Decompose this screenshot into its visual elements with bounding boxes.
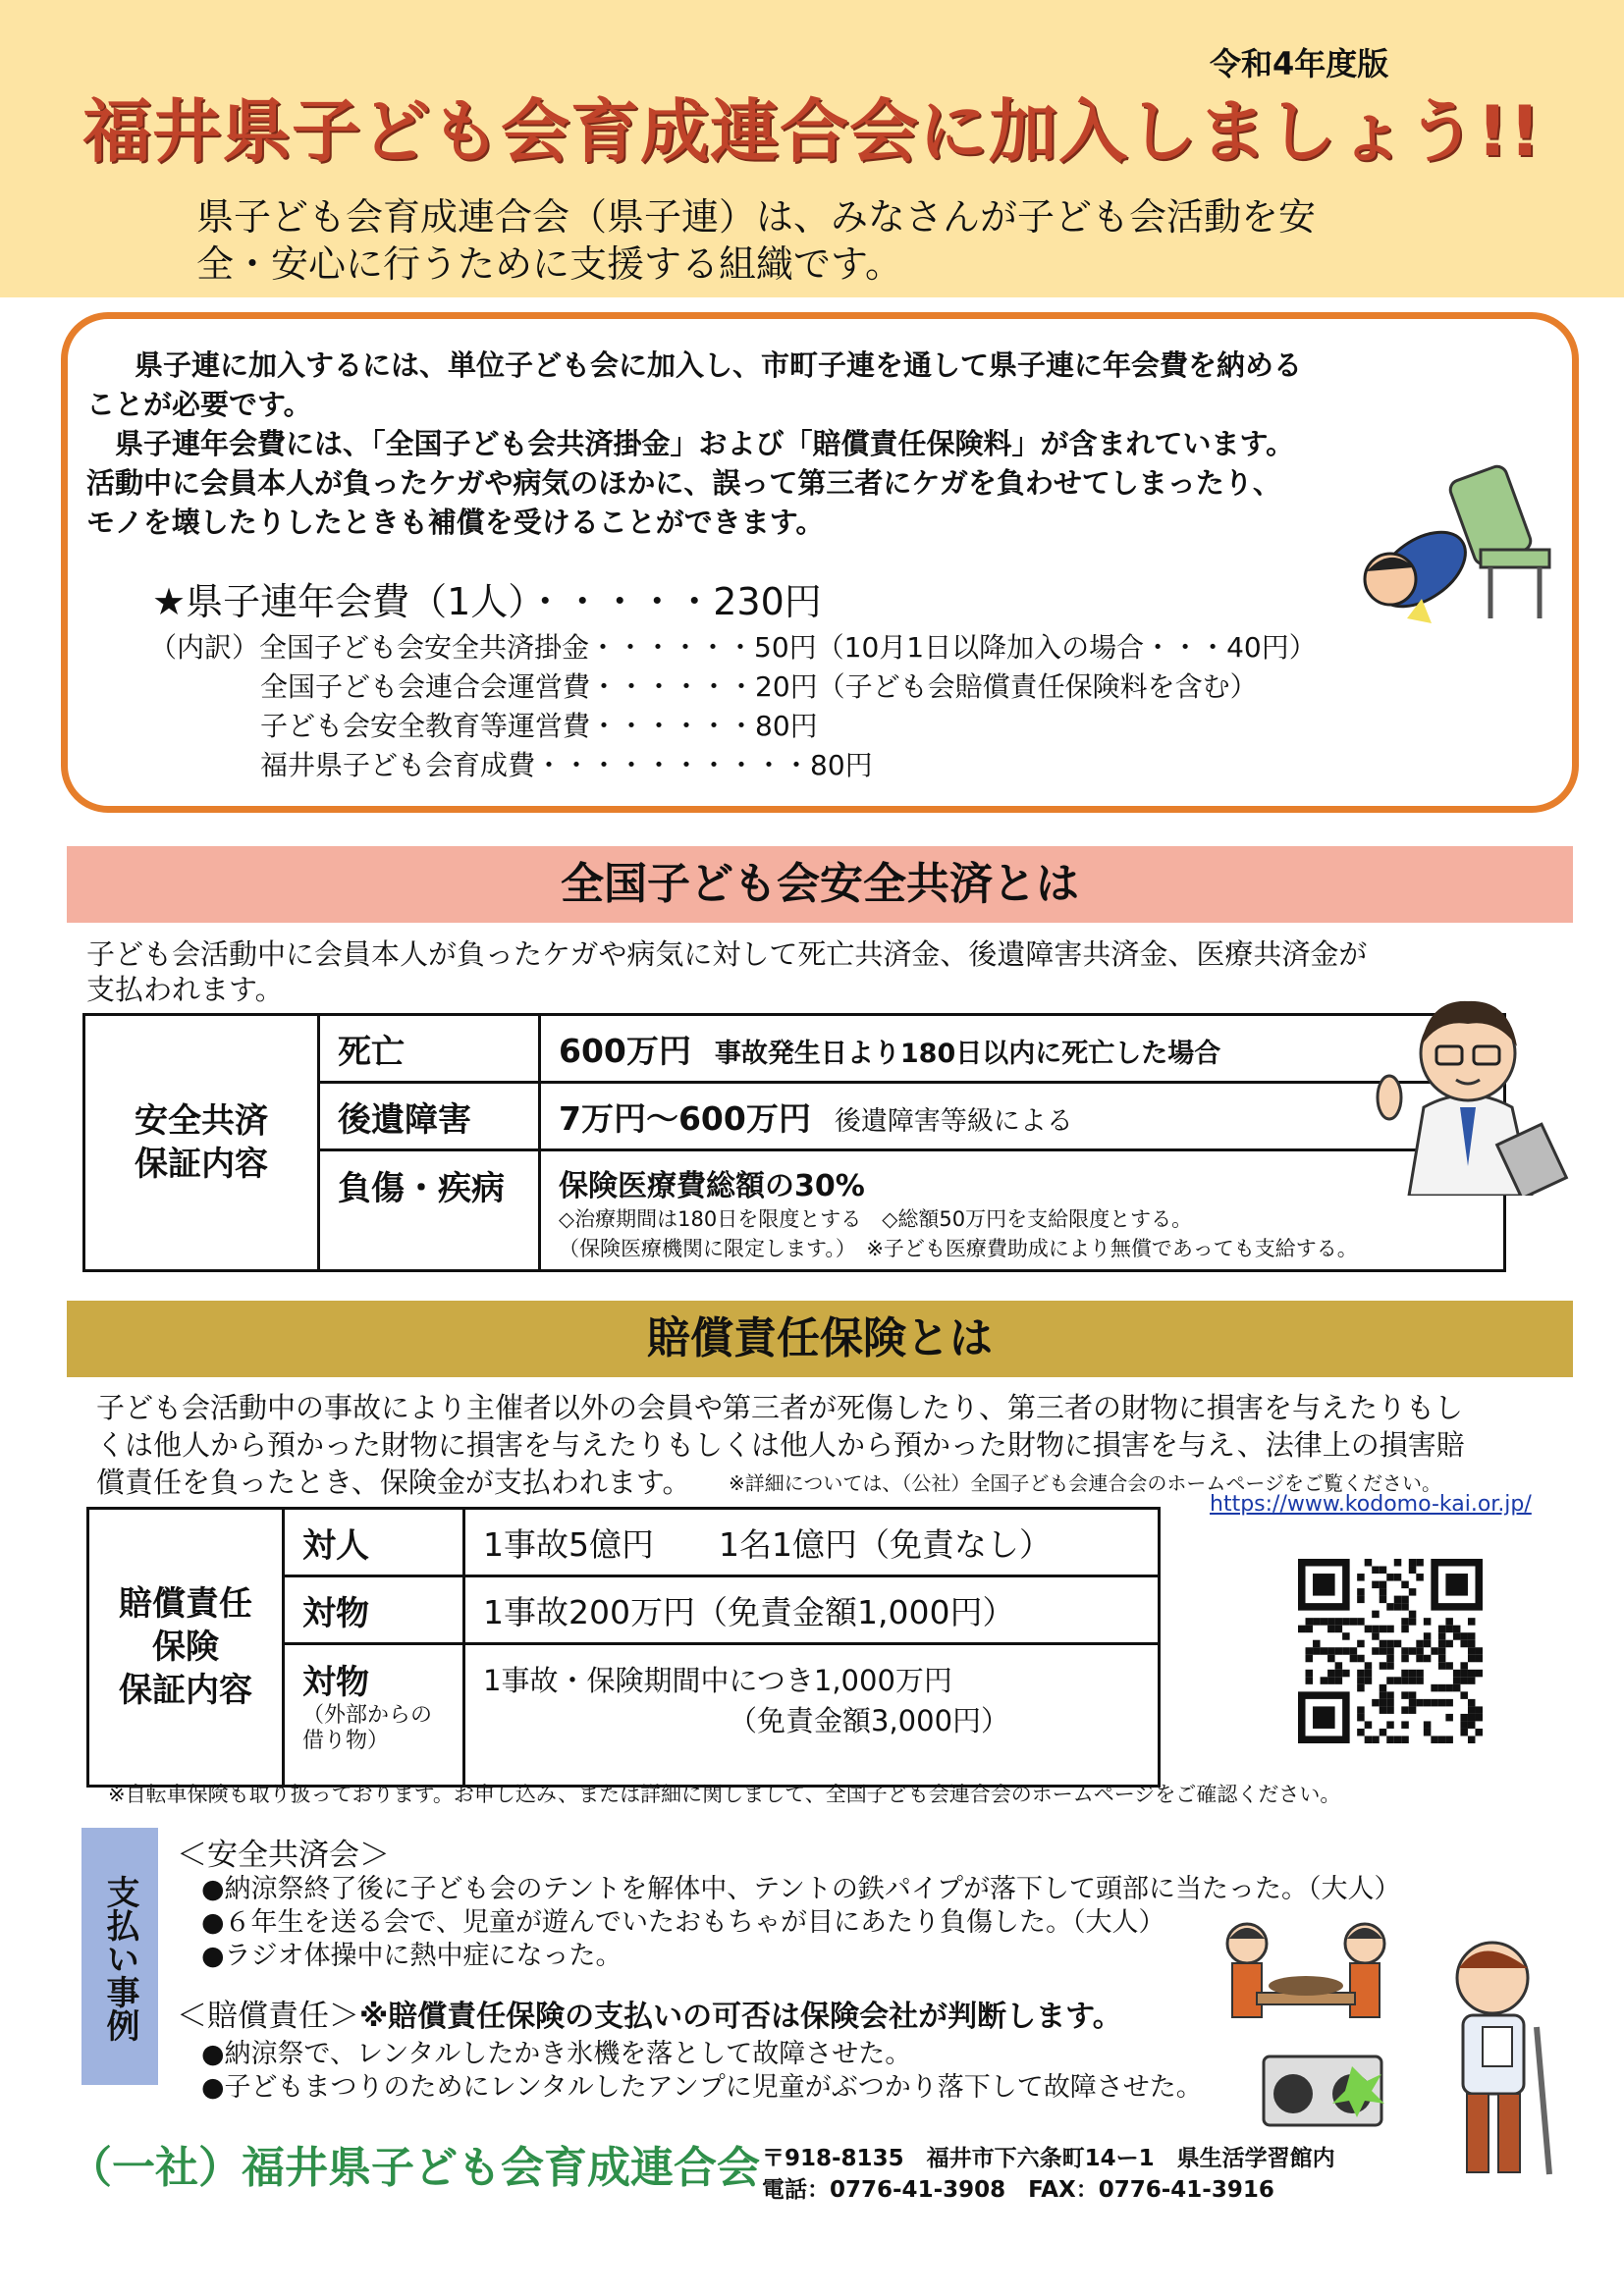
fee-breakdown-line: 福井県子ども会育成費・・・・・・・・・・80円 — [260, 749, 873, 781]
baisho-examples-heading: ＜賠償責任＞ — [177, 1999, 359, 2034]
kyosai-detail: 事故発生日より180日以内に死亡した場合 — [714, 1038, 1221, 1069]
baisho-examples-note: ※賠償責任保険の支払いの可否は保険会社が判断します。 — [359, 2000, 1122, 2034]
baisho-detail-note: ※詳細については、（公社）全国子ども会連合会のホームページをご覧ください。 — [729, 1471, 1441, 1495]
example-item: ●納涼祭で、レンタルしたかき氷機を落として故障させた。 — [201, 2039, 912, 2069]
page-title: 福井県子ども会育成連合会に加入しましょう!! — [82, 91, 1542, 172]
kyosai-note: （保険医療機関に限定します。） ※子ども医療費助成により無償であっても支給する。 — [559, 1237, 1358, 1261]
baisho-item-sub: （外部からの 借り物） — [302, 1703, 433, 1754]
examples-side-label: 支払い事例 — [100, 1875, 139, 2042]
intro-text: 県子ども会育成連合会（県子連）は、みなさんが子ども会活動を安 — [196, 195, 1317, 239]
fee-breakdown-line: 子ども会安全教育等運営費・・・・・・80円 — [260, 710, 818, 742]
baisho-detail: 1事故・保険期間中につき1,000万円 — [483, 1664, 952, 1697]
annual-fee: ★県子連年会費（1人）・・・・・230円 — [152, 580, 822, 623]
kyosai-description: 支払われます。 — [86, 973, 284, 1006]
kyosai-item-disability: 後遺障害 — [319, 1083, 540, 1150]
amplifier-illustration — [1259, 2047, 1386, 2130]
membership-paragraph: 活動中に会員本人が負ったケガや病気のほかに、誤って第三者にケガを負わせてしまったり、 — [86, 466, 1281, 500]
baisho-description: くは他人から預かった財物に損害を与えたりもしくは他人から預かった財物に損害を与え、法律上の損害賠 — [96, 1428, 1465, 1462]
doctor-illustration — [1370, 970, 1571, 1196]
baisho-table — [86, 1507, 1161, 1788]
kyosai-heading: 全国子ども会安全共済とは — [67, 846, 1573, 923]
kyosai-amount: 600万円 — [559, 1031, 691, 1070]
stretcher-illustration — [1218, 1909, 1394, 2056]
address: 〒918-8135 福井市下六条町14ー1 県生活学習館内 — [762, 2146, 1335, 2171]
baisho-item-person: 対人 — [284, 1509, 464, 1576]
baisho-heading: 賠償責任保険とは — [67, 1301, 1573, 1377]
example-item: ●子どもまつりのためにレンタルしたアンプに児童がぶつかり落下して故障させた。 — [201, 2072, 1203, 2103]
kyosai-item-death: 死亡 — [319, 1015, 540, 1083]
baisho-description: 子ども会活動中の事故により主催者以外の会員や第三者が死傷したり、第三者の財物に損害を与えたりもし — [96, 1391, 1464, 1424]
example-item: ●ラジオ体操中に熱中症になった。 — [201, 1941, 623, 1971]
edition-label: 令和4年度版 — [1210, 45, 1389, 82]
baisho-description: 償責任を負ったとき、保険金が支払われます。 — [96, 1466, 691, 1499]
bicycle-insurance-note: ※自転車保険も取り扱っております。お申し込み、または詳細に関しまして、全国子ども会連合会のホームページをご確認ください。 — [108, 1783, 1341, 1806]
kyosai-item-injury: 負傷・疾病 — [319, 1150, 540, 1271]
kyosai-description: 子ども会活動中に会員本人が負ったケガや病気に対して死亡共済金、後遺障害共済金、医療共済金が — [86, 937, 1368, 971]
membership-paragraph: ことが必要です。 — [86, 388, 312, 421]
baisho-category: 賠償責任 保険 保証内容 — [88, 1509, 284, 1787]
kyosai-amount: 7万円～600万円 — [559, 1098, 811, 1138]
contact-numbers: 電話：0776-41-3908 FAX：0776-41-3916 — [762, 2177, 1274, 2203]
kyosai-amount: 保険医療費総額の30% — [559, 1169, 865, 1203]
membership-paragraph: 県子連に加入するには、単位子ども会に加入し、市町子連を通して県子連に年会費を納める — [106, 348, 1303, 382]
organization-name: （一社）福井県子ども会育成連合会 — [69, 2143, 760, 2193]
qr-code[interactable] — [1298, 1559, 1483, 1743]
kyosai-note: ◇治療期間は180日を限度とする ◇総額50万円を支給限度とする。 — [559, 1207, 1193, 1231]
kyosai-examples-heading: ＜安全共済会＞ — [177, 1838, 390, 1873]
membership-paragraph: モノを壊したりしたときも補償を受けることができます。 — [86, 506, 825, 539]
membership-paragraph: 県子連年会費には、「全国子ども会共済掛金」および「賠償責任保険料」が含まれています。 — [86, 427, 1295, 460]
example-item: ●６年生を送る会で、児童が遊んでいたおもちゃが目にあたり負傷した。（大人） — [201, 1907, 1165, 1938]
intro-text: 全・安心に行うために支援する組織です。 — [196, 242, 902, 286]
homepage-link[interactable]: https://www.kodomo-kai.or.jp/ — [1210, 1492, 1532, 1517]
baisho-item-property: 対物 — [284, 1576, 464, 1644]
baisho-detail: 1事故200万円（免責金額1,000円） — [464, 1576, 1160, 1644]
baisho-detail: （免責金額3,000円） — [729, 1704, 1010, 1737]
kyosai-table — [82, 1013, 1506, 1272]
injured-child-illustration — [1424, 1929, 1571, 2184]
kyosai-category: 安全共済 保証内容 — [84, 1015, 319, 1271]
kyosai-detail: 後遺障害等級による — [834, 1105, 1073, 1137]
baisho-detail: 1事故5億円 1名1億円（免責なし） — [464, 1509, 1160, 1576]
fee-breakdown-line: （内訳）全国子ども会安全共済掛金・・・・・・50円（10月1日以降加入の場合・・・40円） — [149, 631, 1317, 664]
example-item: ●納涼祭終了後に子ども会のテントを解体中、テントの鉄パイプが落下して頭部に当たった。（大人） — [201, 1874, 1401, 1904]
fee-breakdown-line: 全国子ども会連合会運営費・・・・・・20円（子ども会賠償責任保険料を含む） — [260, 670, 1258, 703]
baisho-item-borrowed: 対物 — [302, 1663, 369, 1702]
falling-child-illustration — [1353, 461, 1571, 658]
